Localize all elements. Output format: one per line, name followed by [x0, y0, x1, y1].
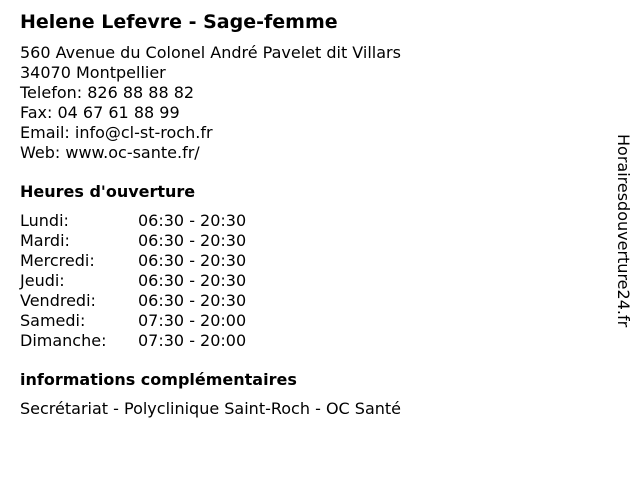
- phone-line: Telefon: 826 88 88 82: [20, 83, 195, 102]
- hours-row-tuesday: [20, 231, 580, 251]
- hours-row-sunday: [20, 331, 580, 351]
- opening-hours-table: [20, 211, 580, 351]
- hours-time: 07:30 - 20:00: [138, 331, 247, 350]
- additional-info-heading: informations complémentaires: [20, 370, 297, 389]
- opening-hours-heading: Heures d'ouverture: [20, 182, 196, 201]
- hours-time: 06:30 - 20:30: [138, 271, 247, 290]
- hours-time: 06:30 - 20:30: [138, 211, 247, 230]
- site-watermark: [612, 134, 634, 346]
- hours-time: 06:30 - 20:30: [138, 231, 247, 250]
- address-city: 34070 Montpellier: [20, 63, 166, 82]
- site-watermark-text: Horairesdouverture24.fr: [614, 134, 633, 328]
- page-title: Helene Lefevre - Sage-femme: [20, 11, 338, 33]
- hours-day: Samedi:: [20, 311, 86, 330]
- hours-row-saturday: [20, 311, 580, 331]
- hours-day: Mardi:: [20, 231, 70, 250]
- hours-row-friday: [20, 291, 580, 311]
- address-street: 560 Avenue du Colonel André Pavelet dit Villars: [20, 43, 401, 62]
- web-line: Web: www.oc-sante.fr/: [20, 143, 200, 162]
- hours-row-wednesday: [20, 251, 580, 271]
- hours-day: Vendredi:: [20, 291, 96, 310]
- hours-day: Jeudi:: [20, 271, 65, 290]
- hours-time: 06:30 - 20:30: [138, 291, 247, 310]
- hours-time: 06:30 - 20:30: [138, 251, 247, 270]
- additional-info-text: Secrétariat - Polyclinique Saint-Roch - OC Santé: [20, 399, 402, 418]
- hours-day: Mercredi:: [20, 251, 95, 270]
- hours-row-thursday: [20, 271, 580, 291]
- hours-day: Dimanche:: [20, 331, 107, 350]
- hours-row-monday: [20, 211, 580, 231]
- practitioner-details: [20, 9, 580, 419]
- hours-day: Lundi:: [20, 211, 69, 230]
- hours-time: 07:30 - 20:00: [138, 311, 247, 330]
- fax-line: Fax: 04 67 61 88 99: [20, 103, 180, 122]
- email-line: Email: info@cl-st-roch.fr: [20, 123, 213, 142]
